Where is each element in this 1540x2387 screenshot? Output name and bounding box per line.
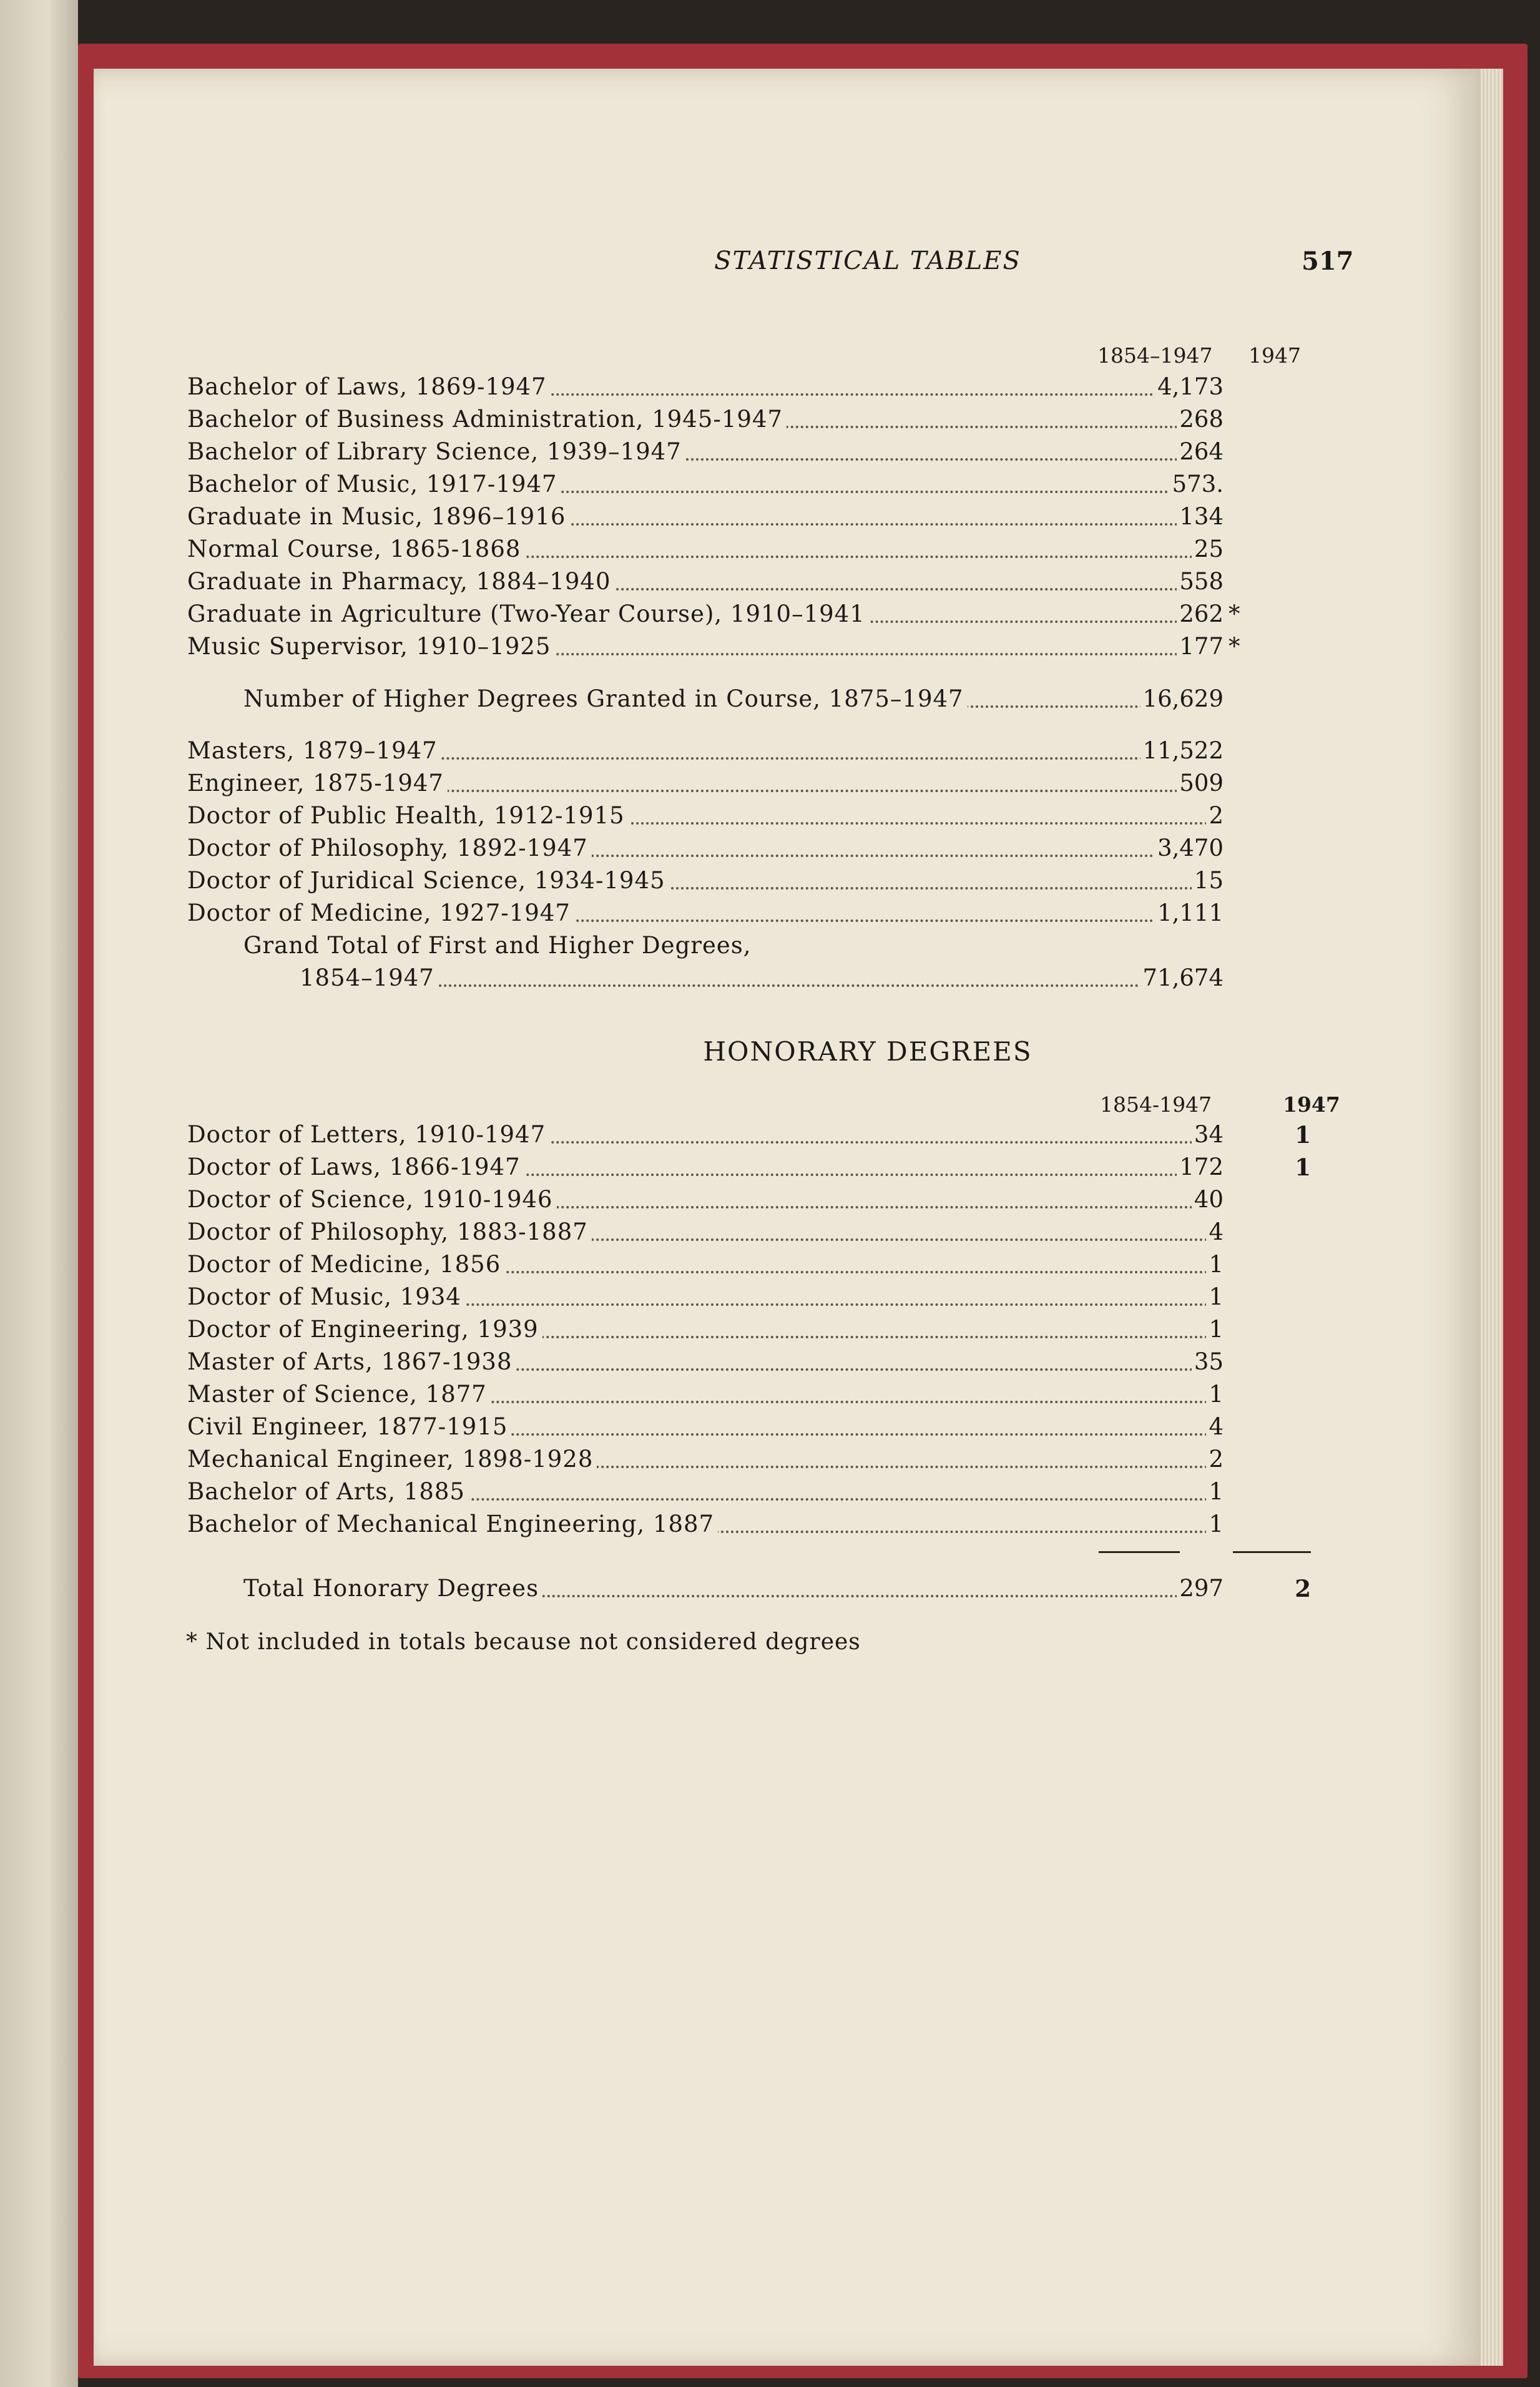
- honorary-label: Doctor of Philosophy, 1883-1887: [187, 1217, 592, 1248]
- column-header-total: 1854–1947: [1097, 343, 1213, 368]
- degree-row: [187, 631, 1311, 662]
- leader-dots: [300, 984, 1224, 987]
- honorary-total-row: [243, 1573, 1311, 1604]
- higher-degrees-summary-row: [243, 684, 1311, 715]
- honorary-label: Bachelor of Mechanical Engineering, 1887: [187, 1509, 718, 1540]
- honorary-degrees-title: HONORARY DEGREES: [703, 1036, 1032, 1067]
- honorary-row: [187, 1119, 1311, 1150]
- honorary-1947: 1: [1295, 1154, 1311, 1181]
- honorary-label: Doctor of Engineering, 1939: [187, 1314, 542, 1345]
- degree-row: [187, 865, 1311, 896]
- honorary-total: 4: [1206, 1411, 1224, 1443]
- degree-row: [187, 501, 1311, 532]
- degree-label: Doctor of Medicine, 1927-1947: [187, 898, 574, 929]
- running-title: STATISTICAL TABLES: [714, 247, 1021, 275]
- page-content: [94, 69, 1481, 2366]
- honorary-label: Master of Science, 1877: [187, 1379, 491, 1410]
- degree-total: 16,629: [1140, 684, 1224, 715]
- degree-label: Normal Course, 1865-1868: [187, 534, 524, 565]
- degree-total: 573.: [1172, 471, 1224, 497]
- honorary-total: 1: [1206, 1509, 1224, 1540]
- honorary-total: 40: [1192, 1184, 1224, 1215]
- honorary-total-label: Total Honorary Degrees: [243, 1573, 542, 1604]
- degree-label: Doctor of Juridical Science, 1934-1945: [187, 865, 669, 896]
- degree-total: 25: [1194, 536, 1224, 562]
- degree-row: [187, 404, 1311, 435]
- honorary-row: [187, 1444, 1311, 1475]
- honorary-total: 34: [1192, 1119, 1224, 1150]
- grand-total-label-row: [243, 930, 1311, 961]
- honorary-row: [187, 1249, 1311, 1280]
- page-number: 517: [1302, 247, 1354, 276]
- degree-label: Graduate in Music, 1896–1916: [187, 501, 569, 532]
- grand-total-years: 1854–1947: [300, 963, 438, 994]
- degree-label: Doctor of Philosophy, 1892-1947: [187, 833, 592, 864]
- honorary-label: Civil Engineer, 1877-1915: [187, 1411, 511, 1443]
- degree-label: Number of Higher Degrees Granted in Course, 1875–1947: [243, 684, 968, 715]
- degree-row: [187, 833, 1311, 864]
- honorary-total: 4: [1206, 1217, 1224, 1248]
- degree-row: [187, 800, 1311, 831]
- honorary-column-header-year: 1947: [1283, 1092, 1340, 1117]
- footnote-mark: *: [1229, 633, 1240, 660]
- degree-label: Music Supervisor, 1910–1925: [187, 631, 554, 662]
- degree-row: [187, 599, 1311, 630]
- honorary-1947: 1: [1295, 1121, 1311, 1149]
- honorary-label: Doctor of Medicine, 1856: [187, 1249, 504, 1280]
- honorary-row: [187, 1314, 1311, 1345]
- honorary-row: [187, 1476, 1311, 1507]
- degree-label: Masters, 1879–1947: [187, 735, 441, 767]
- degree-row: [187, 735, 1311, 767]
- degree-total: 558: [1179, 568, 1224, 595]
- degree-row: [187, 566, 1311, 597]
- honorary-total-value: 297: [1177, 1573, 1224, 1604]
- honorary-total: 1: [1206, 1249, 1224, 1280]
- grand-total-value: 71,674: [1140, 963, 1224, 994]
- honorary-total: 1: [1206, 1476, 1224, 1507]
- degree-row: [187, 898, 1311, 929]
- degree-total: 15: [1192, 865, 1224, 896]
- honorary-total: 35: [1192, 1346, 1224, 1378]
- column-header-year: 1947: [1248, 343, 1301, 368]
- degree-total: 1,111: [1155, 898, 1224, 929]
- adjacent-page-edge: [0, 0, 78, 2387]
- honorary-label: Doctor of Science, 1910-1946: [187, 1184, 557, 1215]
- honorary-label: Mechanical Engineer, 1898-1928: [187, 1444, 597, 1475]
- honorary-row: [187, 1411, 1311, 1443]
- honorary-total-1947: 2: [1295, 1575, 1311, 1602]
- degree-row: [187, 469, 1311, 500]
- honorary-label: Master of Arts, 1867-1938: [187, 1346, 516, 1378]
- degree-label: Bachelor of Music, 1917-1947: [187, 469, 561, 500]
- degree-total: 264: [1179, 438, 1224, 465]
- honorary-total: 1: [1206, 1314, 1224, 1345]
- honorary-total: 2: [1206, 1444, 1224, 1475]
- page-stack-edge: [1481, 69, 1503, 2366]
- degree-total: 177: [1179, 633, 1224, 660]
- total-rule-right: [1233, 1551, 1311, 1553]
- degree-label: Doctor of Public Health, 1912-1915: [187, 800, 629, 831]
- honorary-total: 172: [1177, 1152, 1224, 1183]
- degree-total: 262: [1179, 600, 1224, 627]
- degree-total: 11,522: [1140, 735, 1224, 767]
- degree-total: 509: [1177, 768, 1224, 799]
- degree-label: Bachelor of Library Science, 1939–1947: [187, 436, 685, 468]
- degree-total: 3,470: [1155, 833, 1224, 864]
- degree-label: Engineer, 1875-1947: [187, 768, 448, 799]
- degree-label: Bachelor of Business Administration, 1945-1947: [187, 404, 787, 435]
- honorary-row: [187, 1217, 1311, 1248]
- degree-row: [187, 534, 1311, 565]
- honorary-row: [187, 1184, 1311, 1215]
- degree-label: Graduate in Pharmacy, 1884–1940: [187, 566, 615, 597]
- degree-total: 134: [1179, 503, 1224, 530]
- total-rule-left: [1099, 1551, 1180, 1553]
- honorary-row: [187, 1379, 1311, 1410]
- degree-total: 4,173: [1157, 373, 1224, 400]
- degree-row: [187, 436, 1311, 468]
- honorary-row: [187, 1282, 1311, 1313]
- honorary-label: Doctor of Music, 1934: [187, 1282, 465, 1313]
- degree-label: Graduate in Agriculture (Two-Year Course), 1910–1941: [187, 599, 869, 630]
- grand-total-row: [300, 963, 1311, 994]
- degree-total: 268: [1179, 406, 1224, 433]
- honorary-row: [187, 1152, 1311, 1183]
- footnote-mark: *: [1229, 600, 1240, 627]
- honorary-total: 1: [1206, 1379, 1224, 1410]
- honorary-label: Doctor of Laws, 1866-1947: [187, 1152, 524, 1183]
- honorary-row: [187, 1509, 1311, 1540]
- degree-row: [187, 371, 1311, 403]
- book-page: [94, 69, 1481, 2366]
- degree-row: [187, 768, 1311, 799]
- honorary-total: 1: [1206, 1282, 1224, 1313]
- degree-total: 2: [1206, 800, 1224, 831]
- footnote: * Not included in totals because not considered degrees: [186, 1629, 861, 1655]
- honorary-column-header-total: 1854-1947: [1100, 1092, 1212, 1117]
- honorary-row: [187, 1346, 1311, 1378]
- honorary-label: Bachelor of Arts, 1885: [187, 1476, 469, 1507]
- grand-total-label: Grand Total of First and Higher Degrees,: [243, 932, 752, 959]
- degree-label: Bachelor of Laws, 1869-1947: [187, 371, 551, 403]
- honorary-label: Doctor of Letters, 1910-1947: [187, 1119, 549, 1150]
